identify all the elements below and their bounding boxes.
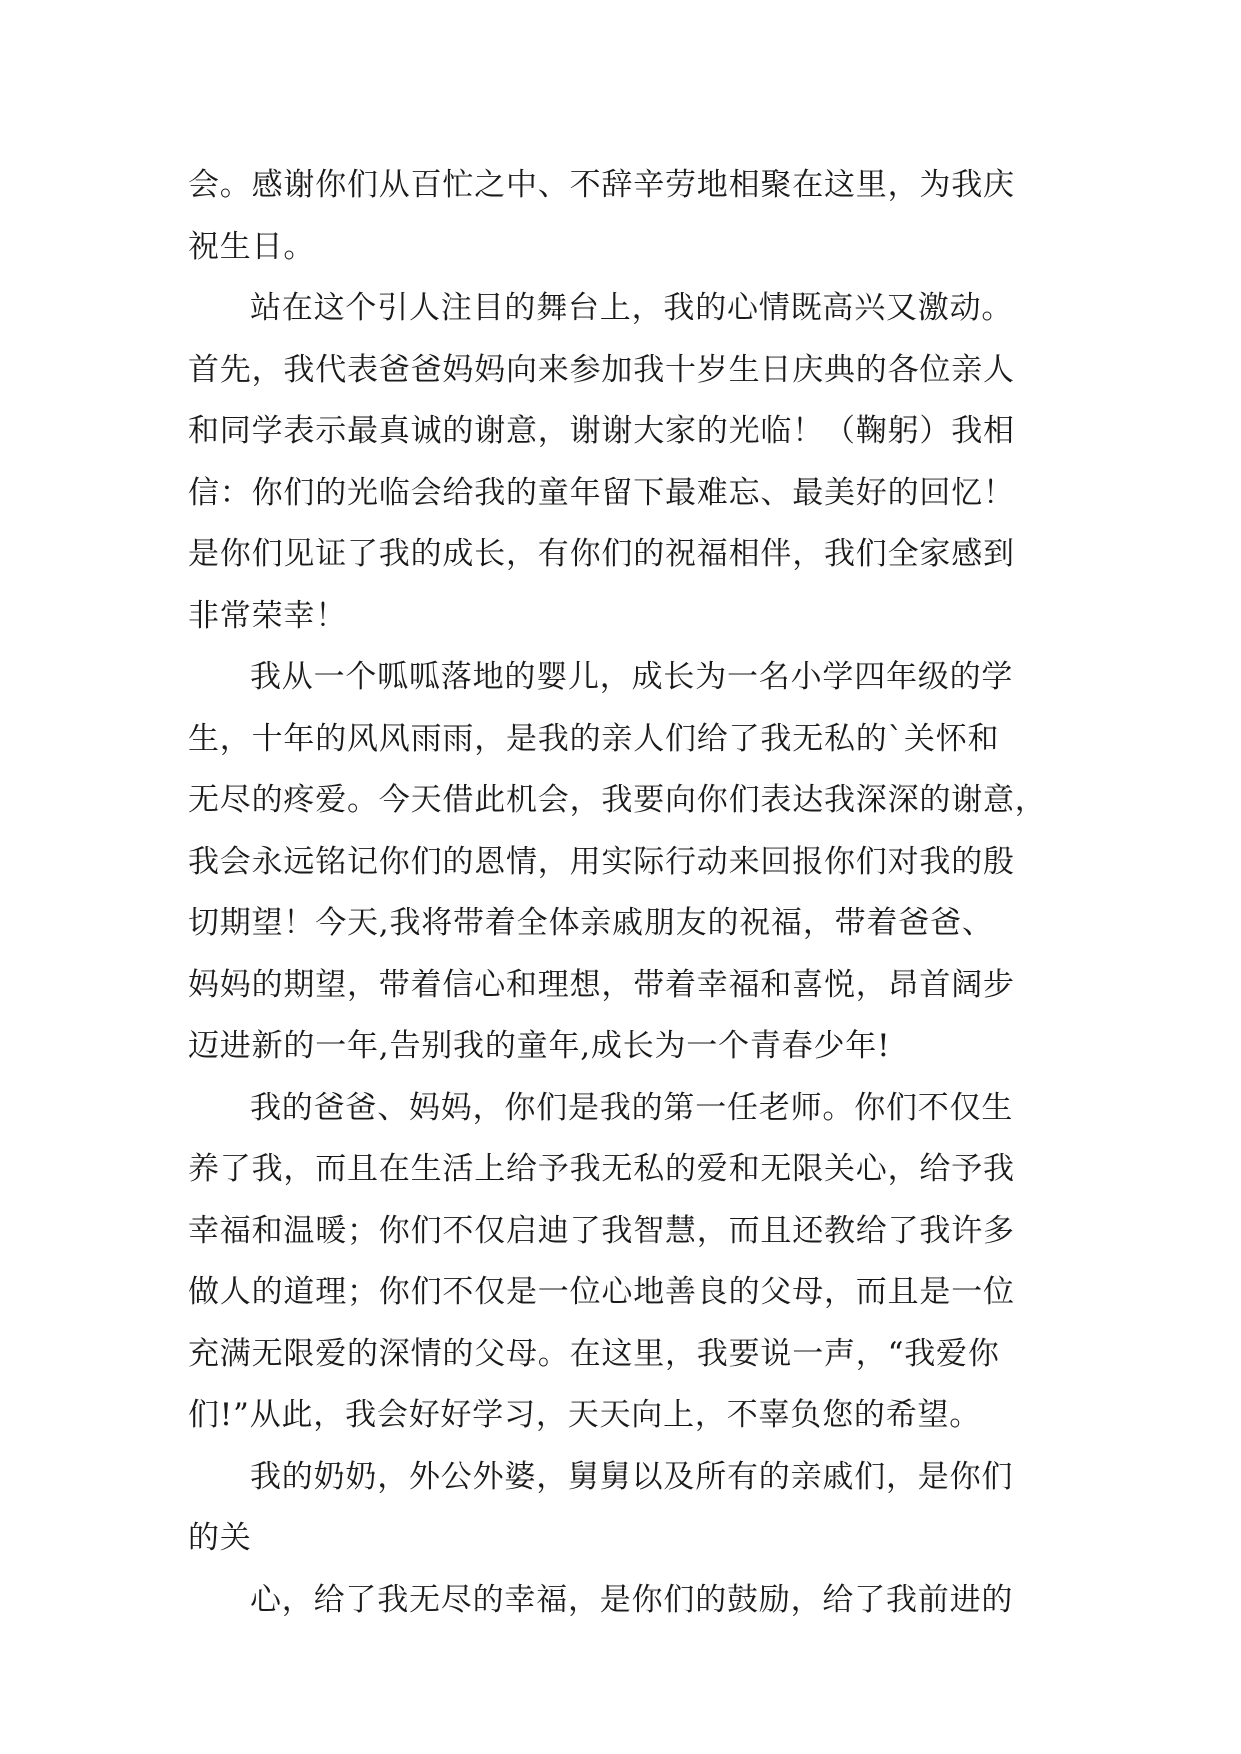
text-line: 祝生日。 (188, 228, 316, 265)
body-text (188, 155, 1068, 1631)
text-line: 和同学表示最真诚的谢意，谢谢大家的光临！（鞠躬）我相 (188, 413, 1015, 449)
text-line: 生，十年的风风雨雨，是我的亲人们给了我无私的`关怀和 (188, 720, 1000, 757)
text-line: 我会永远铭记你们的恩情，用实际行动来回报你们对我的殷 (188, 843, 1015, 880)
text-line: 迈进新的一年,告别我的童年,成长为一个青春少年! (188, 1028, 891, 1064)
text-line: 妈妈的期望，带着信心和理想，带着幸福和喜悦，昂首阔步 (188, 966, 1015, 1003)
text-line: 信：你们的光临会给我的童年留下最难忘、最美好的回忆！ (188, 474, 1015, 511)
text-line: 们!”从此，我会好好学习，天天向上，不辜负您的希望。 (188, 1397, 982, 1433)
text-line: 非常荣幸！ (188, 597, 347, 634)
text-line: 首先，我代表爸爸妈妈向来参加我十岁生日庆典的各位亲人 (188, 351, 1015, 388)
text-line: 我的奶奶，外公外婆，舅舅以及所有的亲戚们，是你们 (250, 1458, 1014, 1495)
text-line: 的关 (188, 1520, 252, 1556)
text-line: 是你们见证了我的成长，有你们的祝福相伴，我们全家感到 (188, 536, 1015, 572)
text-line: 充满无限爱的深情的父母。在这里，我要说一声，“我爱你 (188, 1335, 1000, 1372)
text-line: 幸福和温暖；你们不仅启迪了我智慧，而且还教给了我许多 (188, 1212, 1015, 1249)
text-line: 做人的道理；你们不仅是一位心地善良的父母，而且是一位 (188, 1274, 1015, 1310)
text-line: 我的爸爸、妈妈，你们是我的第一任老师。你们不仅生 (250, 1089, 1014, 1126)
text-line: 切期望！今天,我将带着全体亲戚朋友的祝福，带着爸爸、 (188, 905, 994, 941)
text-line: 无尽的疼爱。今天借此机会，我要向你们表达我深深的谢意， (188, 782, 1047, 818)
text-line: 站在这个引人注目的舞台上，我的心情既高兴又激动。 (250, 290, 1014, 326)
text-line: 会。感谢你们从百忙之中、不辞辛劳地相聚在这里，为我庆 (188, 167, 1015, 203)
text-line: 养了我，而且在生活上给予我无私的爱和无限关心，给予我 (188, 1151, 1015, 1187)
text-line: 心，给了我无尽的幸福，是你们的鼓励，给了我前进的 (250, 1581, 1014, 1618)
text-line: 我从一个呱呱落地的婴儿，成长为一名小学四年级的学 (250, 659, 1014, 695)
